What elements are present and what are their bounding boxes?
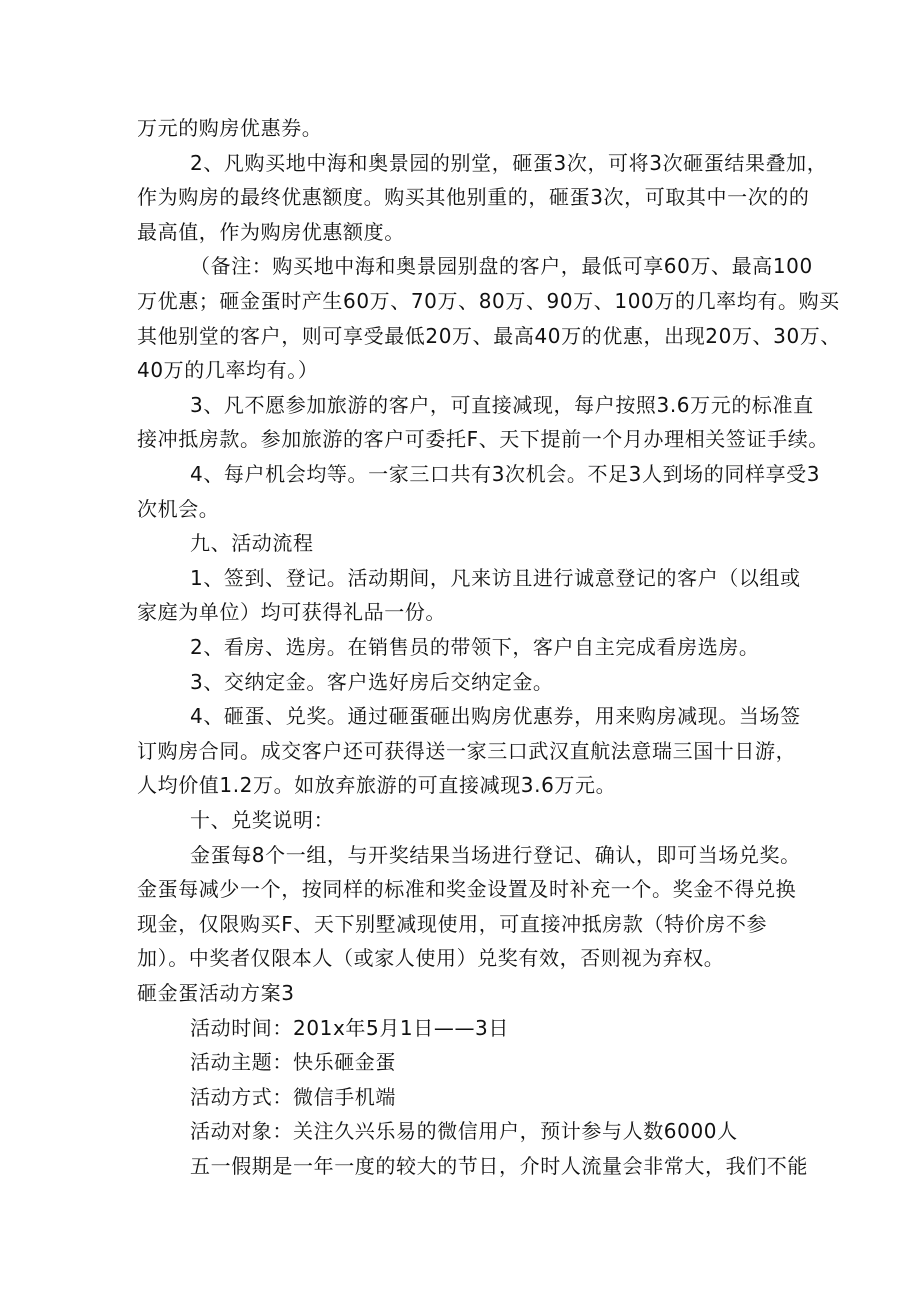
text-line: 活动方式：微信手机端 [190,1085,396,1109]
text-line: 人均价值1.2万。如放弃旅游的可直接减现3.6万元。 [137,773,617,797]
text-line: 次机会。 [137,497,220,521]
text-line: 3、交纳定金。客户选好房后交纳定金。 [190,670,554,694]
text-line: 4、砸蛋、兑奖。通过砸蛋砸出购房优惠券，用来购房减现。当场签 [190,704,801,728]
text-line: 万优惠；砸金蛋时产生60万、70万、80万、90万、100万的几率均有。购买 [137,289,840,313]
text-line: （备注：购买地中海和奥景园别盘的客户，最低可享60万、最高100 [190,254,813,278]
text-line: 其他别堂的客户，则可享受最低20万、最高40万的优惠，出现20万、30万、 [137,324,841,348]
text-line: 金蛋每8个一组，与开奖结果当场进行登记、确认，即可当场兑奖。 [190,843,801,867]
text-line: 最高值，作为购房优惠额度。 [137,220,405,244]
text-line: 作为购房的最终优惠额度。购买其他别重的，砸蛋3次，可取其中一次的的 [137,185,810,209]
text-line: 2、看房、选房。在销售员的带领下，客户自主完成看房选房。 [190,635,760,659]
text-line: 活动主题：快乐砸金蛋 [190,1050,396,1074]
text-line: 2、凡购买地中海和奥景园的别堂，砸蛋3次，可将3次砸蛋结果叠加， [190,151,828,175]
text-line: 40万的几率均有。） [137,358,319,382]
text-line: 现金，仅限购买F、天下别墅减现使用，可直接冲抵房款（特价房不参 [137,912,768,936]
text-line: 订购房合同。成交客户还可获得送一家三口武汉直航法意瑞三国十日游， [137,739,797,763]
section-heading: 九、活动流程 [190,531,314,555]
text-line: 活动时间：201x年5月1日——3日 [190,1016,509,1040]
text-line: 4、每户机会均等。一家三口共有3次机会。不足3人到场的同样享受3 [190,462,821,486]
text-line: 活动对象：关注久兴乐易的微信用户，预计参与人数6000人 [190,1119,738,1143]
text-line: 3、凡不愿参加旅游的客户，可直接减现，每户按照3.6万元的标准直 [190,393,814,417]
text-line: 家庭为单位）均可获得礼品一份。 [137,600,446,624]
text-line: 万元的购房优惠券。 [137,116,323,140]
text-line: 五一假期是一年一度的较大的节日，介时人流量会非常大，我们不能 [190,1154,808,1178]
text-line: 金蛋每减少一个，按同样的标准和奖金设置及时补充一个。奖金不得兑换 [137,877,797,901]
document-title: 砸金蛋活动方案3 [137,981,295,1005]
section-heading: 十、兑奖说明： [190,808,335,832]
text-line: 接冲抵房款。参加旅游的客户可委托F、天下提前一个月办理相关签证手续。 [137,427,829,451]
text-line: 加）。中奖者仅限本人（或家人使用）兑奖有效，否则视为弃权。 [137,946,725,970]
text-line: 1、签到、登记。活动期间，凡来访且进行诚意登记的客户（以组或 [190,566,801,590]
